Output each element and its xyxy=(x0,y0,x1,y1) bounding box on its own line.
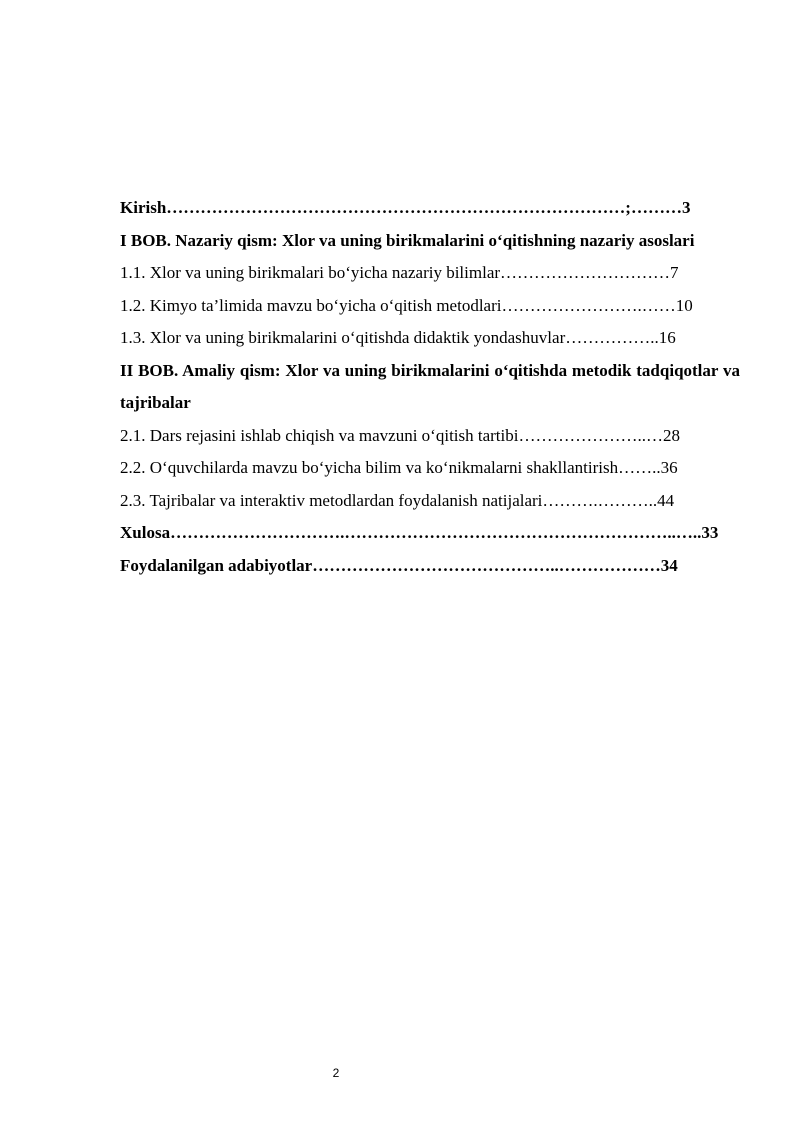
toc-chapter-1-heading: I BOB. Nazariy qism: Xlor va uning birikmalarini oʻqitishning nazariy asoslari xyxy=(120,230,695,250)
toc-entry-1-2: 1.2. Kimyo ta’limida mavzu boʻyicha oʻqitish metodlari…………………….……10 xyxy=(120,295,693,315)
page-number: 2 xyxy=(332,1066,340,1080)
table-of-contents xyxy=(120,192,740,582)
toc-entry-conclusion: Xulosa………………………….…………………………………………………..…..33 xyxy=(120,523,719,542)
toc-entry-references: Foydalanilgan adabiyotlar……………………………………..………………34 xyxy=(120,555,678,575)
toc-entry-2-2: 2.2. Oʻquvchilarda mavzu boʻyicha bilim va koʻnikmalarni shakllantirish……..36 xyxy=(120,458,678,477)
toc-entry-1-1: 1.1. Xlor va uning birikmalari boʻyicha nazariy bilimlar…………………………7 xyxy=(120,263,679,282)
toc-entry-2-1: 2.1. Dars rejasini ishlab chiqish va mavzuni oʻqitish tartibi…………………..…28 xyxy=(120,425,680,445)
toc-entry-2-3: 2.3. Tajribalar va interaktiv metodlardan foydalanish natijalari……….………..44 xyxy=(120,490,675,510)
toc-entry-1-3: 1.3. Xlor va uning birikmalarini oʻqitishda didaktik yondashuvlar……………..16 xyxy=(120,328,676,347)
toc-entry-introduction: Kirish………………………………………………………………………;………3 xyxy=(120,198,691,217)
toc-chapter-2-heading: II BOB. Amaliy qism: Xlor va uning birikmalarini oʻqitishda metodik tadqiqotlar va tajribalar xyxy=(120,360,740,412)
